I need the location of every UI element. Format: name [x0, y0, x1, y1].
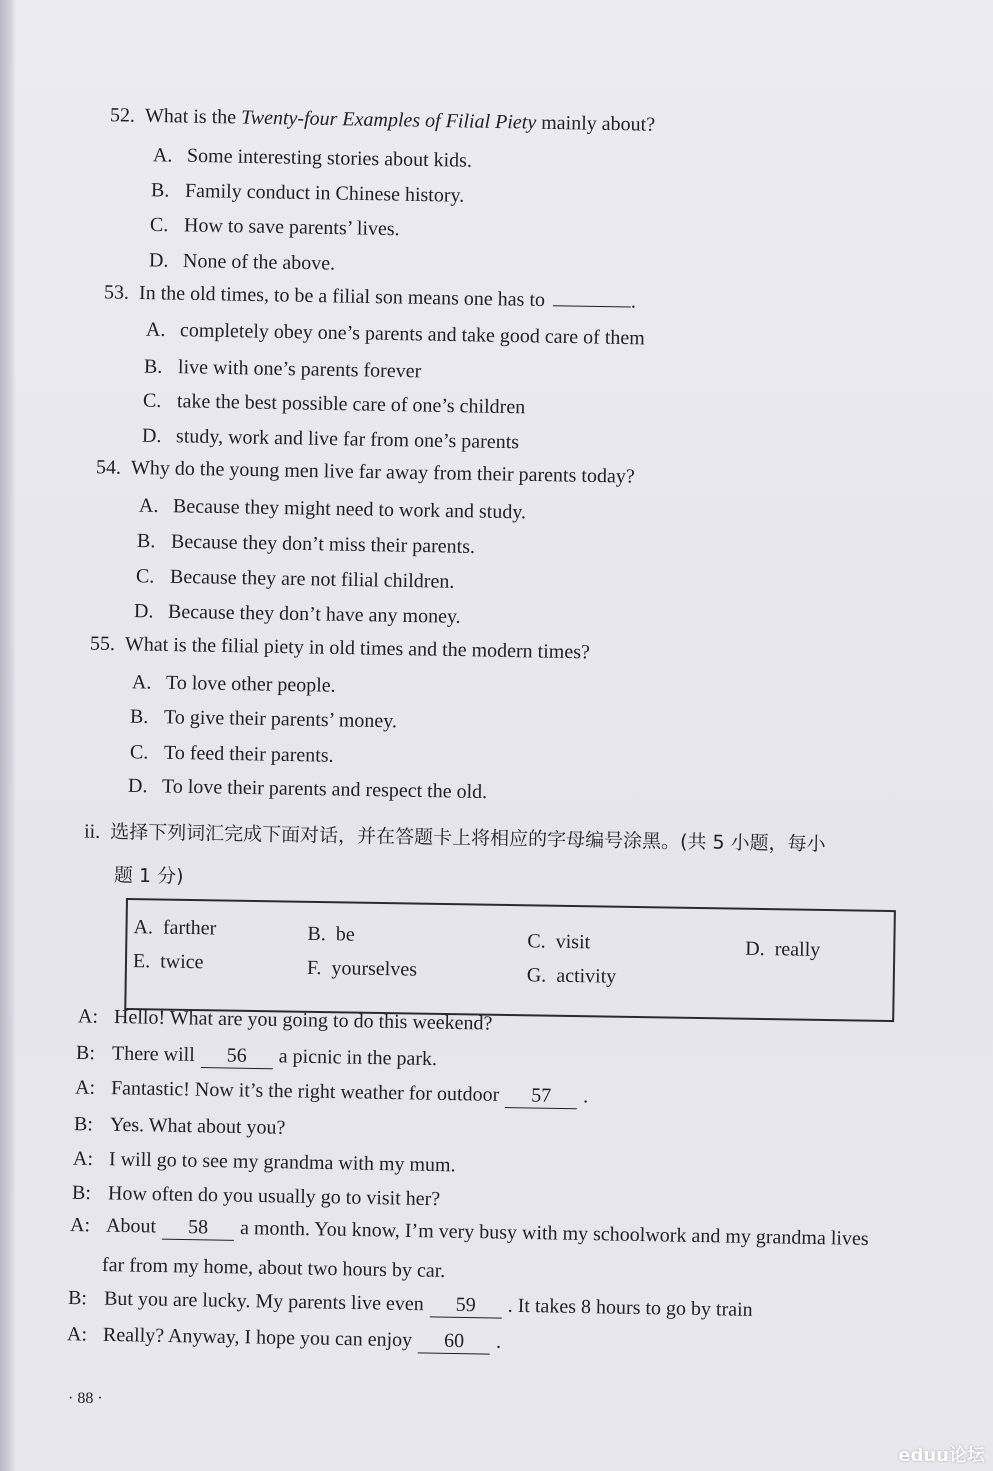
- option-letter: C.: [142, 389, 162, 412]
- word-bank-item-f: [307, 957, 417, 982]
- option-letter: D.: [141, 424, 162, 448]
- option-53-b: [144, 355, 422, 384]
- word-bank-item-a: [133, 916, 216, 940]
- speaker-label: B:: [75, 1041, 96, 1065]
- option-text: None of the above.: [182, 249, 336, 275]
- question-53: [104, 279, 636, 313]
- answer-blank: [553, 287, 631, 307]
- option-text: Some interesting stories about kids.: [186, 144, 473, 172]
- section-label: ii.: [83, 820, 101, 843]
- option-55-d: [128, 774, 488, 804]
- word-letter: D.: [745, 937, 765, 961]
- word-letter: A.: [133, 916, 154, 939]
- word-bank-item-b: [307, 923, 355, 947]
- word-text: really: [774, 938, 821, 961]
- option-letter: A.: [152, 144, 173, 167]
- dialogue-line-6: [72, 1181, 441, 1211]
- dialogue-text: Yes. What about you?: [109, 1113, 286, 1139]
- option-letter: B.: [129, 705, 149, 728]
- dialogue-text: .: [583, 1085, 589, 1108]
- question-number: 55.: [89, 632, 116, 656]
- option-text: study, work and live far from one’s parents: [175, 425, 520, 454]
- option-53-a: [146, 318, 645, 351]
- question-number: 54.: [95, 456, 122, 479]
- question-stem-end: .: [630, 290, 637, 313]
- option-text: Because they might need to work and study.: [172, 495, 527, 524]
- option-letter: D.: [148, 249, 169, 272]
- blank-58: 58: [162, 1215, 234, 1241]
- option-text: To love their parents and respect the old.: [161, 775, 488, 804]
- option-52-b: [151, 178, 465, 207]
- dialogue-line-9: [67, 1322, 502, 1355]
- option-54-a: [139, 494, 526, 525]
- option-letter: B.: [150, 179, 170, 202]
- dialogue-line-5: [73, 1147, 456, 1178]
- dialogue-line-4: [74, 1112, 286, 1140]
- option-text: Family conduct in Chinese history.: [184, 179, 465, 207]
- word-text: farther: [162, 916, 217, 940]
- dialogue-text: But you are lucky. My parents live even: [103, 1287, 424, 1316]
- word-letter: B.: [307, 922, 326, 946]
- dialogue-text: .: [495, 1330, 502, 1353]
- blank-56: 56: [201, 1043, 273, 1069]
- option-text: Because they don’t miss their parents.: [170, 530, 476, 558]
- option-55-a: [132, 670, 336, 698]
- speaker-label: A:: [66, 1323, 88, 1346]
- question-55: [90, 632, 590, 665]
- watermark: eduu论坛: [898, 1445, 985, 1466]
- option-text: live with one’s parents forever: [177, 356, 422, 383]
- option-text: To love other people.: [165, 671, 336, 697]
- question-54: [96, 455, 635, 488]
- word-bank-item-d: [745, 938, 820, 962]
- page-binding-edge: [0, 0, 16, 1471]
- word-letter: F.: [306, 956, 322, 980]
- option-text: To feed their parents.: [163, 741, 334, 767]
- blank-60: 60: [418, 1328, 490, 1354]
- option-letter: C.: [149, 213, 169, 237]
- dialogue-text: a month. You know, I’m very busy with my schoolwork and my grandma lives: [239, 1216, 869, 1250]
- dialogue-text: Hello! What are you going to do this weekend?: [113, 1006, 493, 1035]
- dialogue-text: I will go to see my grandma with my mum.: [108, 1148, 456, 1177]
- question-stem: What is the: [144, 104, 242, 129]
- option-53-d: [142, 424, 519, 455]
- option-text: Because they don’t have any money.: [167, 600, 461, 628]
- word-text: visit: [555, 930, 591, 954]
- word-text: activity: [556, 964, 617, 988]
- option-53-c: [143, 389, 526, 420]
- word-letter: G.: [526, 964, 547, 987]
- option-52-a: [153, 143, 472, 173]
- option-54-c: [136, 564, 455, 594]
- speaker-label: B:: [71, 1181, 92, 1205]
- dialogue-line-7: [70, 1213, 869, 1252]
- dialogue-line-8: [68, 1286, 753, 1323]
- speaker-label: A:: [72, 1147, 94, 1171]
- dialogue-text: Really? Anyway, I hope you can enjoy: [102, 1323, 413, 1352]
- blank-59: 59: [430, 1292, 502, 1318]
- word-bank-item-g: [527, 964, 617, 988]
- word-bank-item-c: [527, 930, 590, 954]
- word-text: be: [335, 923, 355, 946]
- option-letter: C.: [129, 741, 149, 764]
- question-52: [110, 103, 655, 137]
- speaker-label: A:: [74, 1076, 96, 1099]
- question-stem: What is the filial piety in old times and the modern times?: [124, 633, 591, 664]
- option-55-c: [130, 740, 334, 768]
- option-text: To give their parents’ money.: [163, 706, 398, 733]
- option-54-d: [134, 599, 461, 629]
- option-52-d: [149, 248, 336, 275]
- dialogue-text: How often do you usually go to visit her?: [107, 1182, 441, 1211]
- option-text: take the best possible care of one’s children: [176, 390, 526, 419]
- speaker-label: B:: [73, 1113, 94, 1136]
- option-letter: B.: [136, 530, 156, 553]
- dialogue-text: . It takes 8 hours to go by train: [507, 1294, 753, 1321]
- word-text: twice: [160, 950, 204, 974]
- page-number: · 88 ·: [68, 1390, 103, 1407]
- option-text: Because they are not filial children.: [169, 565, 455, 593]
- instruction-line-1: 选择下列词汇完成下面对话，并在答题卡上将相应的字母编号涂黑。(共 5 小题，每小: [109, 820, 826, 856]
- option-52-c: [150, 213, 400, 241]
- dialogue-text: About: [105, 1214, 157, 1238]
- word-bank-item-e: [133, 950, 204, 974]
- blank-57: 57: [505, 1083, 577, 1109]
- question-stem-end: mainly about?: [536, 111, 656, 136]
- option-letter: B.: [143, 355, 163, 378]
- book-title: Twenty-four Examples of Filial Piety: [240, 106, 537, 134]
- dialogue-text: Fantastic! Now it’s the right weather for outdoor: [110, 1077, 500, 1106]
- option-letter: A.: [131, 671, 152, 694]
- dialogue-text: a picnic in the park.: [278, 1045, 438, 1071]
- dialogue-text: There will: [111, 1042, 195, 1066]
- dialogue-line-2: [76, 1041, 437, 1072]
- option-letter: A.: [145, 318, 166, 341]
- option-text: How to save parents’ lives.: [183, 214, 400, 241]
- word-letter: C.: [527, 930, 546, 953]
- option-text: completely obey one’s parents and take good care of them: [179, 319, 645, 350]
- question-number: 52.: [109, 104, 136, 127]
- option-letter: D.: [133, 600, 154, 623]
- option-54-b: [137, 529, 475, 559]
- word-text: yourselves: [331, 957, 418, 981]
- speaker-label: A:: [77, 1005, 99, 1028]
- instruction-line-2: 题 1 分): [113, 864, 184, 888]
- word-bank-box: [124, 898, 896, 1022]
- word-letter: E.: [132, 950, 151, 973]
- speaker-label: B:: [67, 1287, 88, 1310]
- question-stem: In the old times, to be a filial son means one has to: [138, 281, 546, 312]
- option-letter: D.: [127, 774, 148, 798]
- dialogue-line-7-continued: far from my home, about two hours by car.: [101, 1254, 446, 1282]
- speaker-label: A:: [69, 1214, 91, 1237]
- section-ii-instructions: [84, 820, 826, 857]
- option-letter: C.: [135, 565, 155, 588]
- dialogue-line-3: [75, 1076, 589, 1110]
- question-stem: Why do the young men live far away from their parents today?: [130, 456, 635, 488]
- option-55-b: [130, 705, 397, 734]
- option-letter: A.: [138, 494, 159, 517]
- question-number: 53.: [103, 281, 130, 304]
